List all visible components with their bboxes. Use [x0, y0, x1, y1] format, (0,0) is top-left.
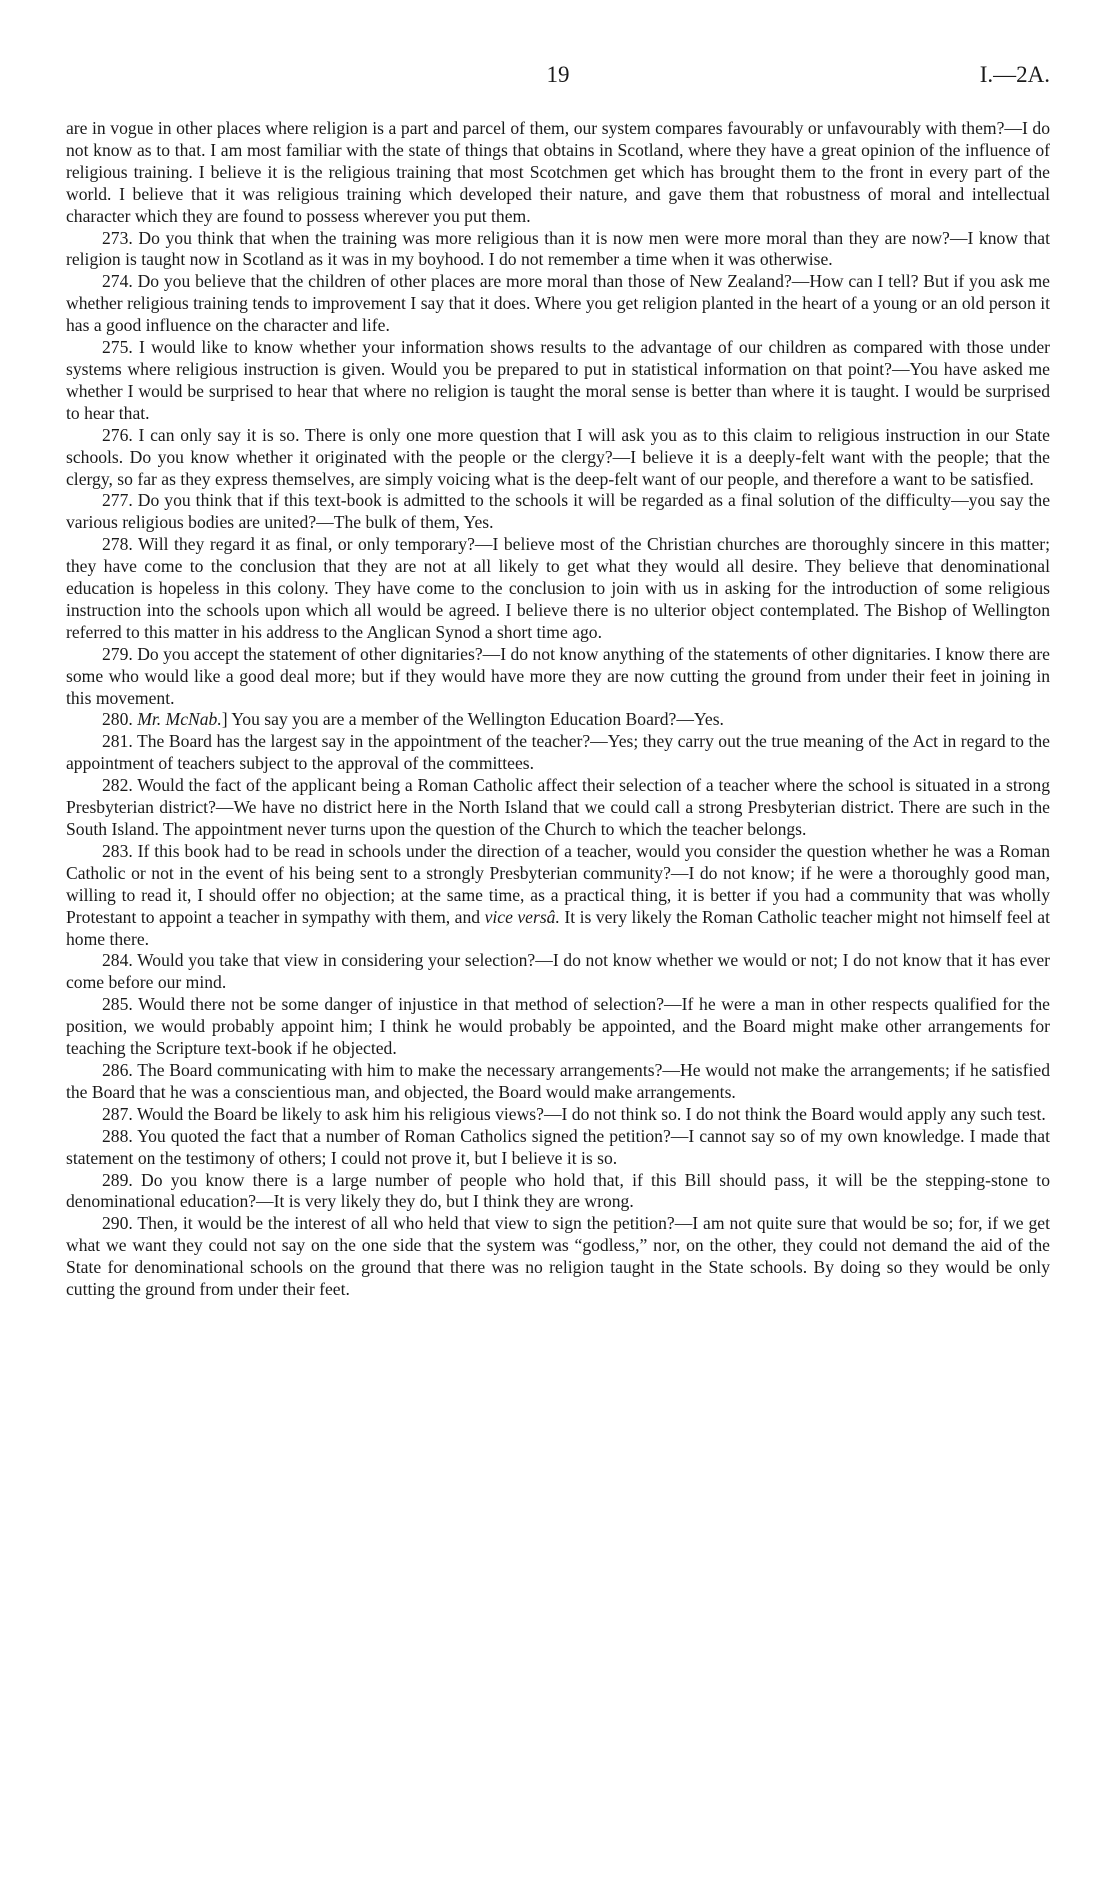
question-283	[66, 841, 1050, 951]
question-279: 279. Do you accept the statement of other dignitaries?—I do not know anything of the statements of other dignitaries. I know there are some who would like a good deal more; but if they would have more they are now cutting the ground from under their feet in joining in this movement.	[66, 643, 1050, 708]
body-text	[66, 118, 1050, 1301]
question-282: 282. Would the fact of the applicant being a Roman Catholic affect their selection of a teacher where the school is situated in a strong Presbyterian district?—We have no district here in the North Island that we could call a strong Presbyterian district. There are such in the South Island. The appointment never turns upon the question of the Church to which the teacher belongs.	[66, 775, 1050, 839]
question-287: 287. Would the Board be likely to ask him his religious views?—I do not think so. I do not think the Board would apply any such test.	[102, 1103, 1046, 1124]
question-280-text: ] You say you are a member of the Wellington Education Board?—Yes.	[221, 709, 724, 730]
question-273: 273. Do you think that when the training was more religious than it is now men were more moral than they are now?—I know that religion is taught now in Scotland as it was in my boyhood. I do not remember a time when it was otherwise.	[66, 227, 1050, 270]
question-283-text-before: 283. If this book had to be read in schools under the direction of a teacher, would you consider the question whether he was a Roman Catholic or not in the event of his being sent to a strongly Presbyterian community?—I do not know; if he were a thoroughly good man, willing to read it, I should offer no objection; at the same time, as a practical thing, it is better if you had a community that was wholly Protestant to appoint a teacher in sympathy with them, and	[66, 840, 1050, 927]
page-header	[66, 62, 1050, 92]
question-285: 285. Would there not be some danger of injustice in that method of selection?—If he were a man in other respects qualified for the position, we would probably appoint him; I think he would probably be appointed, and the Board might make other arrangements for teaching the Scripture text-book if he objected.	[66, 994, 1050, 1059]
paragraph-continuation: are in vogue in other places where religion is a part and parcel of them, our system compares favourably or unfavourably with them?—I do not know as to that. I am most familiar with the state of things that obtains in Scotland, where they have a great opinion of the influence of religious training. I believe it is the religious training that most Scotchmen get which has brought them to the front in every part of the world. I believe that it was religious training which developed their nature, and gave them that robustness of moral and intellectual character which they are found to possess wherever you put them.	[66, 118, 1050, 226]
question-280-number: 280.	[102, 709, 133, 730]
question-290: 290. Then, it would be the interest of all who held that view to sign the petition?—I am not quite sure that would be so; for, if we get what we want they could not say on the one side that the system was “godless,” nor, on the other, they could not demand the aid of the State for denominational schools on the ground that there was no religion taught in the State schools. By doing so they would be only cutting the ground from under their feet.	[66, 1213, 1050, 1300]
document-reference: I.—2A.	[979, 62, 1050, 87]
question-286: 286. The Board communicating with him to make the necessary arrangements?—He would not make the arrangements; if he satisfied the Board that he was a conscientious man, and objected, the Board would make arrangements.	[66, 1059, 1050, 1102]
question-278: 278. Will they regard it as final, or only temporary?—I believe most of the Christian churches are thoroughly sincere in this matter; they have come to the conclusion that they are not at all likely to get what they would all desire. They believe that denominational education is hopeless in this colony. They have come to the conclusion to join with us in asking for the introduction of some religious instruction into the schools upon which all would be agreed. I believe there is no ulterior object contemplated. The Bishop of Wellington referred to this matter in his address to the Anglican Synod a short time ago.	[66, 534, 1050, 642]
question-276: 276. I can only say it is so. There is only one more question that I will ask you as to this claim to religious instruction in our State schools. Do you know whether it originated with the people or the clergy?—I believe it is a deeply-felt want with the people; that the clergy, so far as they express themselves, are simply voicing what is the deep-felt want of our people, and therefore a want to be satisfied.	[66, 424, 1050, 489]
question-277: 277. Do you think that if this text-book is admitted to the schools it will be regarded as a final solution of the difficulty—you say the various religious bodies are united?—The bulk of them, Yes.	[66, 490, 1050, 533]
question-274: 274. Do you believe that the children of other places are more moral than those of New Zealand?—How can I tell? But if you ask me whether religious training tends to improvement I say that it does. Where you get religion planted in the heart of a young or an old person it has a good influence on the character and life.	[66, 271, 1050, 336]
question-289: 289. Do you know there is a large number of people who hold that, if this Bill should pass, it will be the stepping-stone to denominational education?—It is very likely they do, but I think they are wrong.	[66, 1169, 1050, 1212]
question-284: 284. Would you take that view in considering your selection?—I do not know whether we would or not; I do not know that it has ever come before our mind.	[66, 950, 1050, 993]
question-281: 281. The Board has the largest say in the appointment of the teacher?—Yes; they carry out the true meaning of the Act in regard to the appointment of teachers subject to the approval of the committees.	[66, 731, 1050, 774]
question-283-text-after: It is very likely the Roman Catholic teacher might not himself feel at home there.	[66, 906, 1050, 949]
speaker-name: Mr. McNab.	[137, 709, 222, 730]
question-275: 275. I would like to know whether your information shows results to the advantage of our children as compared with those under systems where religious instruction is given. Would you be prepared to put in statistical information on that point?—You have asked me whether I would be surprised to hear that where no religion is taught the moral sense is better than where it is taught. I would be surprised to hear that.	[66, 337, 1050, 423]
page-number: 19	[546, 62, 570, 87]
question-280	[66, 709, 1050, 731]
italic-phrase: vice versâ.	[484, 906, 560, 927]
question-288: 288. You quoted the fact that a number of Roman Catholics signed the petition?—I cannot say so of my own knowledge. I made that statement on the testimony of others; I could not prove it, but I believe it is so.	[66, 1125, 1050, 1168]
